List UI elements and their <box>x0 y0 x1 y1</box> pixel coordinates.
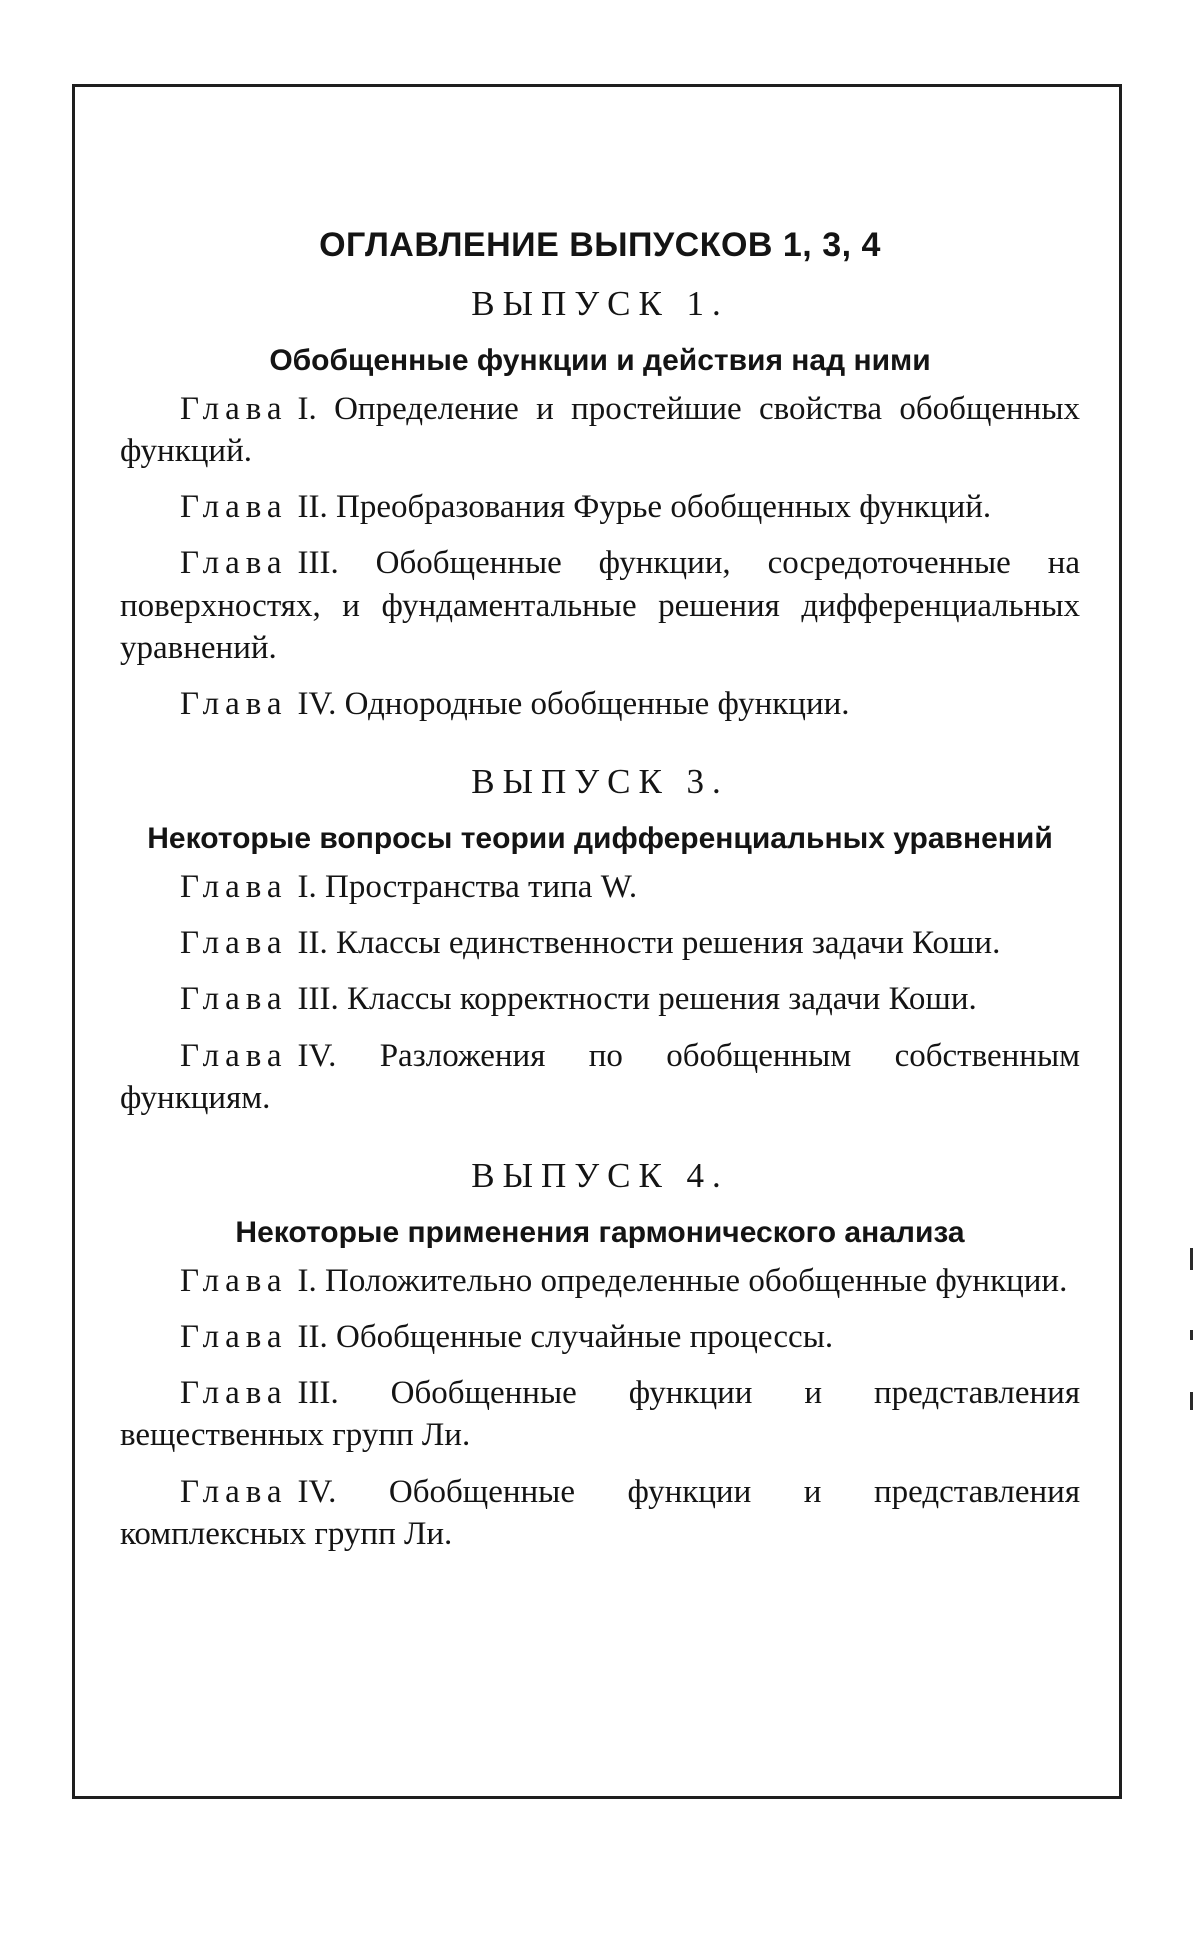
chapter-label: Глава <box>180 686 288 722</box>
chapter-label: Глава <box>180 925 288 962</box>
chapter-label: Глава <box>180 1262 288 1299</box>
chapter-entry <box>120 1035 1080 1119</box>
chapter-title: Пространства типа W. <box>325 868 638 905</box>
issue-section <box>120 761 1080 1119</box>
section-spacer <box>120 739 1080 761</box>
issue-section <box>120 283 1080 725</box>
chapter-number: III. <box>297 981 339 1018</box>
chapter-number: III. <box>297 545 339 582</box>
chapter-title: Преобразования Фурье обобщенных функций. <box>336 489 992 526</box>
chapter-number: II. <box>297 925 328 962</box>
chapter-number: II. <box>297 489 328 526</box>
issue-heading: ВЫПУСК 1. <box>471 284 729 323</box>
chapter-entry <box>120 1471 1080 1555</box>
section-spacer <box>120 1133 1080 1155</box>
chapter-number: I. <box>297 868 317 905</box>
issue-subtitle: Обобщенные функции и действия над ними <box>269 344 931 377</box>
chapter-title: Положительно определенные обобщенные функции. <box>325 1262 1068 1299</box>
chapter-label: Глава <box>180 390 288 427</box>
chapter-entry <box>120 683 1080 725</box>
chapter-title: Однородные обобщенные функции. <box>344 686 850 722</box>
issue-heading: ВЫПУСК 4. <box>471 1156 729 1195</box>
chapter-title: Обобщенные функции и представления вещественных групп Ли. <box>120 1375 1081 1454</box>
chapter-label: Глава <box>180 489 288 526</box>
chapter-title: Обобщенные случайные процессы. <box>336 1318 834 1355</box>
chapter-title: Обобщенные функции, сосредоточенные на поверхностях, и фундаментальные решения дифференциальных уравнений. <box>120 545 1080 666</box>
chapter-entry <box>120 978 1080 1020</box>
issue-subtitle: Некоторые вопросы теории дифференциальных уравнений <box>147 822 1053 856</box>
chapter-entry <box>120 1372 1080 1456</box>
chapter-entry <box>120 866 1080 908</box>
chapter-number: IV. <box>297 1037 337 1074</box>
chapter-title: Определение и простейшие свойства обобщенных функций. <box>120 390 1080 469</box>
scan-edge-mark <box>1190 1248 1193 1270</box>
chapter-entry <box>120 922 1080 964</box>
issue-heading: ВЫПУСК 3. <box>471 762 729 802</box>
chapter-number: IV. <box>297 686 337 722</box>
chapter-entry <box>120 388 1080 472</box>
chapter-number: I. <box>297 1262 317 1299</box>
chapter-entry <box>120 486 1080 528</box>
chapter-label: Глава <box>180 1375 288 1412</box>
chapter-label: Глава <box>180 868 288 905</box>
table-of-contents <box>120 226 1080 1569</box>
issue-subtitle: Некоторые применения гармонического анализа <box>235 1216 965 1249</box>
chapter-label: Глава <box>180 545 288 582</box>
chapter-title: Разложения по обобщенным собственным функциям. <box>120 1037 1080 1116</box>
scan-edge-mark <box>1190 1392 1193 1410</box>
chapter-title: Классы единственности решения задачи Коши. <box>336 925 1001 962</box>
chapter-label: Глава <box>180 981 288 1018</box>
chapter-number: III. <box>297 1375 339 1412</box>
chapter-entry <box>120 1316 1080 1358</box>
page-title: ОГЛАВЛЕНИЕ ВЫПУСКОВ 1, 3, 4 <box>319 226 881 264</box>
chapter-label: Глава <box>180 1037 288 1074</box>
chapter-entry <box>120 1260 1080 1302</box>
chapter-label: Глава <box>180 1473 288 1510</box>
chapter-entry <box>120 542 1080 669</box>
scan-edge-mark <box>1190 1330 1193 1340</box>
chapter-title: Обобщенные функции и представления комплексных групп Ли. <box>120 1473 1080 1552</box>
chapter-number: IV. <box>297 1473 337 1510</box>
chapter-number: I. <box>297 390 317 427</box>
chapter-title: Классы корректности решения задачи Коши. <box>346 981 977 1018</box>
issue-section <box>120 1155 1080 1555</box>
chapter-label: Глава <box>180 1318 288 1355</box>
chapter-number: II. <box>297 1318 328 1355</box>
